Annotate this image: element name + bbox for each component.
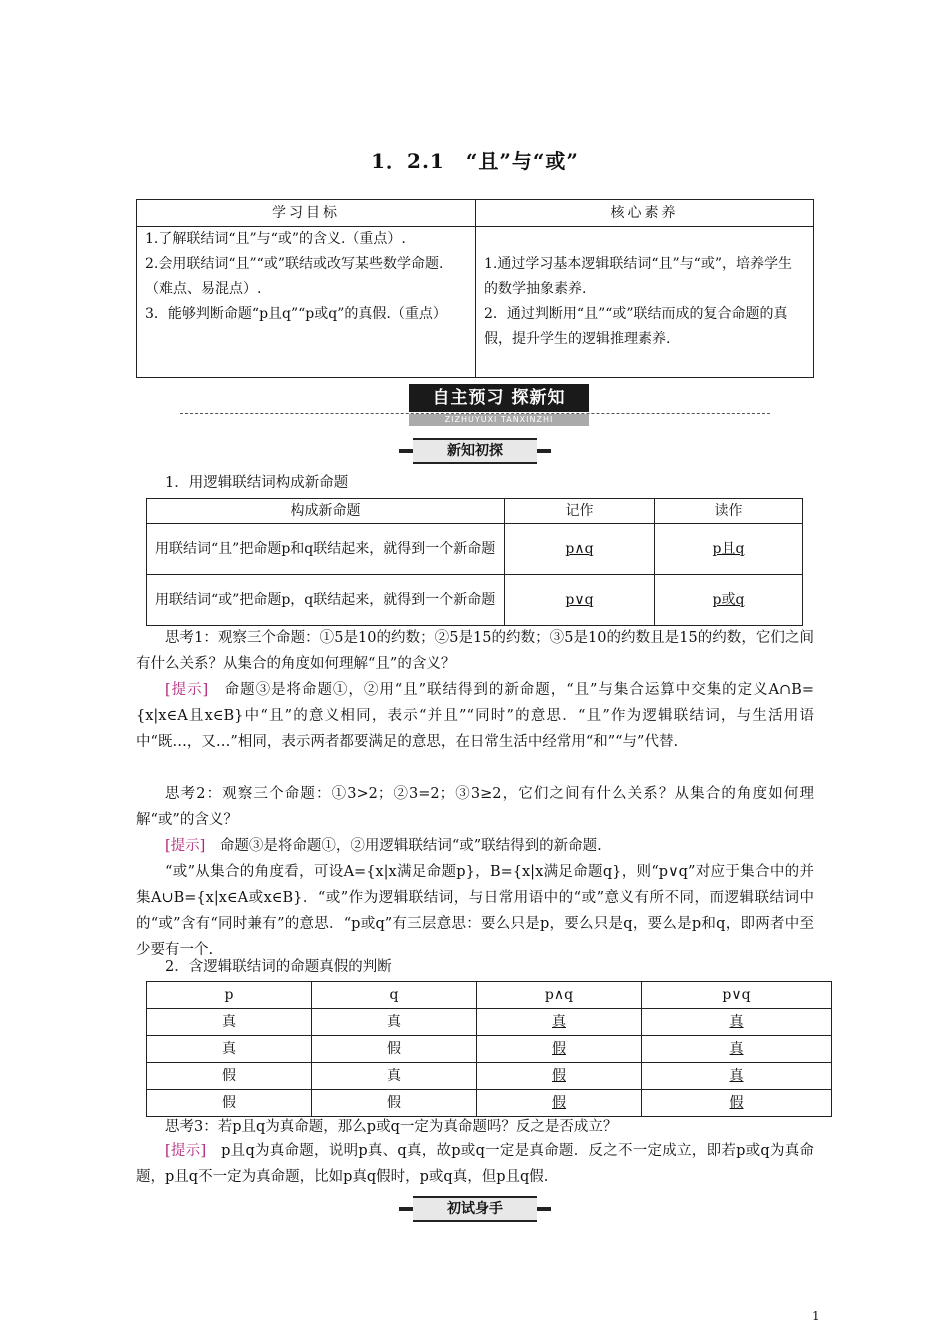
section-banner	[180, 384, 770, 426]
hint-2	[136, 833, 814, 859]
item-1-heading: 1．用逻辑联结词构成新命题	[165, 475, 349, 491]
table1-cell: 用联结词“或”把命题p，q联结起来，就得到一个新命题	[147, 575, 505, 626]
table2-header: q	[312, 982, 477, 1009]
goal-item: 1.了解联结词“且”与“或”的含义.（重点）.	[145, 231, 406, 247]
table2-cell: 假	[312, 1090, 477, 1117]
table2-cell: 假	[312, 1036, 477, 1063]
hint-label: [提示]	[165, 1143, 207, 1159]
table-row	[147, 1036, 832, 1063]
table-row	[147, 1063, 832, 1090]
hint-label: [提示]	[165, 838, 206, 854]
banner-title: 自主预习 探新知	[409, 384, 589, 412]
table2-cell: 真	[477, 1009, 642, 1036]
table2-cell: 假	[147, 1090, 312, 1117]
hint-label: [提示]	[165, 682, 209, 698]
think-2: 思考2：观察三个命题：①3>2；②3=2；③3≥2，它们之间有什么关系？从集合的角度如何理解“或”的含义？	[136, 786, 814, 828]
table2-header: p∧q	[477, 982, 642, 1009]
table2-cell: 假	[477, 1036, 642, 1063]
table2-cell: 真	[642, 1063, 832, 1090]
table2-cell: 真	[147, 1036, 312, 1063]
table2-cell: 假	[147, 1063, 312, 1090]
new-proposition-table	[146, 498, 803, 626]
table1-header: 构成新命题	[147, 499, 505, 524]
table-row	[147, 1009, 832, 1036]
page-number: 1	[812, 1309, 820, 1323]
hint-3	[136, 1138, 814, 1190]
table1-cell: p∧q	[505, 524, 655, 575]
table2-cell: 假	[642, 1090, 832, 1117]
hint-text: p且q为真命题，说明p真、q真，故p或q一定是真命题．反之不一定成立，即若p或q为真命题，p且q不一定为真命题，比如p真q假时，p或q真，但p且q假.	[136, 1143, 814, 1185]
table-row	[147, 1090, 832, 1117]
table-row	[147, 575, 803, 626]
banner-subtitle: ZIZHUYUXI TANXINZHI	[409, 414, 589, 426]
hint-2-explanation: “或”从集合的角度看，可设A={x|x满足命题p}，B={x|x满足命题q}，则“p∨q”对应于集合中的并集A∪B={x|x∈A或x∈B}．“或”作为逻辑联结词，与日常用语中的“或”意义有所不同，而逻辑联结词中的“或”含有“同时兼有”的意思．“p或q”有三层意思：要么只是p，要么只是q，要么是p和q，即两者中至少要有一个.	[136, 864, 814, 958]
table1-header: 读作	[655, 499, 803, 524]
table2-cell: 假	[477, 1090, 642, 1117]
table2-cell: 真	[642, 1009, 832, 1036]
hint-text: 命题③是将命题①，②用“且”联结得到的新命题，“且”与集合运算中交集的定义A∩B={x|x∈A且x∈B}中“且”的意义相同，表示“并且”“同时”的意思．“且”作为逻辑联结词，与生活用语中“既…，又…”相同，表示两者都要满足的意思，在日常生活中经常用“和”“与”代替.	[136, 682, 814, 750]
goal-item: 3．能够判断命题“p且q”“p或q”的真假.（重点）	[145, 306, 447, 322]
table2-cell: 真	[312, 1009, 477, 1036]
goals-right-cell	[476, 227, 814, 378]
table1-cell: p∨q	[505, 575, 655, 626]
hint-1	[136, 677, 814, 755]
think-1: 思考1：观察三个命题：①5是10的约数；②5是15的约数；③5是10的约数且是15的约数，它们之间有什么关系？从集合的角度如何理解“且”的含义？	[136, 630, 814, 672]
goals-table	[136, 199, 814, 378]
section-tag-new-knowledge	[413, 438, 537, 464]
tag-label: 新知初探	[447, 443, 503, 459]
tag-bar-left	[399, 1207, 413, 1211]
table2-cell: 真	[147, 1009, 312, 1036]
table-row	[147, 524, 803, 575]
section-tag-first-try	[413, 1196, 537, 1222]
goals-header-right: 核心素养	[476, 200, 814, 227]
think-3: 思考3：若p且q为真命题，那么p或q一定为真命题吗？反之是否成立？	[165, 1119, 618, 1135]
goals-header-left: 学习目标	[137, 200, 476, 227]
table1-cell: p或q	[655, 575, 803, 626]
tag-bar-left	[399, 449, 413, 453]
hint-text: 命题③是将命题①，②用逻辑联结词“或”联结得到的新命题.	[219, 838, 602, 854]
table2-cell: 真	[312, 1063, 477, 1090]
goal-item: 2.会用联结词“且”“或”联结或改写某些数学命题.（难点、易混点）.	[145, 256, 444, 297]
item-2-heading: 2．含逻辑联结词的命题真假的判断	[165, 959, 392, 975]
table1-cell: p且q	[655, 524, 803, 575]
table2-header: p	[147, 982, 312, 1009]
goals-left-cell	[137, 227, 476, 378]
table1-header: 记作	[505, 499, 655, 524]
literacy-item: 2．通过判断用“且”“或”联结而成的复合命题的真假，提升学生的逻辑推理素养.	[484, 306, 788, 347]
truth-table	[146, 981, 832, 1117]
table2-cell: 假	[477, 1063, 642, 1090]
tag-label: 初试身手	[447, 1201, 503, 1217]
table2-cell: 真	[642, 1036, 832, 1063]
table1-cell: 用联结词“且”把命题p和q联结起来，就得到一个新命题	[147, 524, 505, 575]
page-title: 1．2.1 “且”与“或”	[371, 149, 579, 173]
literacy-item: 1.通过学习基本逻辑联结词“且”与“或”，培养学生的数学抽象素养.	[484, 256, 792, 297]
tag-bar-right	[537, 449, 551, 453]
table2-header: p∨q	[642, 982, 832, 1009]
tag-bar-right	[537, 1207, 551, 1211]
